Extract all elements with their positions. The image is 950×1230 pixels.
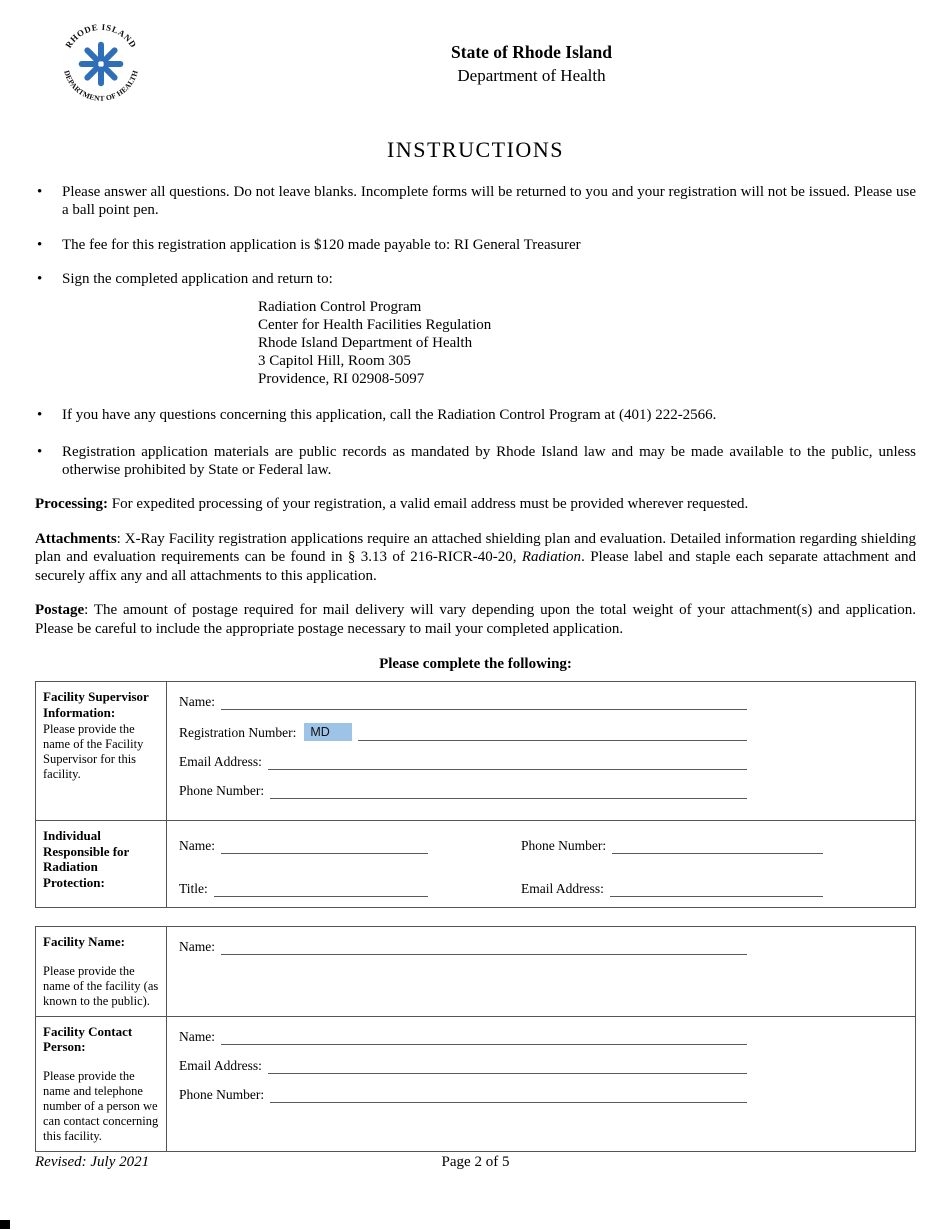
bullet-item: • The fee for this registration application is $120 made payable to: RI General Treasurer	[35, 236, 916, 254]
seal-arc-bottom-text: DEPARTMENT OF HEALTH	[62, 69, 140, 103]
individual-name-field	[179, 838, 428, 854]
facility-name-description: Please provide the name of the facility (as known to the public).	[43, 963, 159, 1008]
supervisor-table	[35, 681, 916, 908]
registration-number-label: Registration Number:	[179, 725, 297, 740]
supervisor-email-field	[179, 754, 747, 770]
processing-paragraph	[35, 495, 916, 514]
ridoh-seal	[35, 14, 147, 117]
radiation-individual-label-cell	[36, 821, 167, 907]
supervisor-description: Please provide the name of the Facility Supervisor for this facility.	[43, 722, 144, 781]
facility-name-fields-cell	[167, 927, 915, 1016]
address-line: Radiation Control Program	[258, 299, 422, 315]
header	[35, 14, 916, 117]
registration-number-input-line[interactable]	[358, 726, 747, 741]
page-title: INSTRUCTIONS	[387, 137, 564, 162]
facility-name-label-cell	[36, 927, 167, 1016]
radiation-individual-label: Individual Responsible for Radiation Protection:	[43, 828, 130, 890]
doh-seal-icon	[55, 16, 147, 112]
contact-email-input-line[interactable]	[268, 1059, 747, 1074]
return-address	[258, 298, 916, 388]
individual-phone-field	[521, 838, 823, 854]
phone-label: Phone Number:	[179, 783, 265, 798]
attachments-italic: Radiation	[521, 549, 582, 565]
supervisor-label: Facility Supervisor Information:	[43, 689, 149, 720]
attachments-text-1: : X-Ray Facility registration applications require an attached shielding plan and evaluation. Detailed information regarding shielding plan and evaluation requirements can be found in § 3.13 of 216-RICR-40-20,	[35, 530, 916, 565]
facility-name-input-line[interactable]	[221, 940, 747, 955]
page-number: Page 2 of 5	[441, 1154, 510, 1170]
address-line: 3 Capitol Hill, Room 305	[258, 353, 411, 369]
page-corner-mark	[0, 1220, 10, 1229]
email-label: Email Address:	[179, 1057, 262, 1073]
individual-title-field	[179, 881, 428, 897]
name-label: Name:	[179, 939, 215, 954]
header-text	[147, 14, 916, 117]
facility-contact-label: Facility Contact Person:	[43, 1023, 133, 1054]
supervisor-label-cell	[36, 682, 167, 820]
supervisor-fields-cell	[167, 682, 915, 820]
postage-paragraph	[35, 601, 916, 638]
facility-name-field	[179, 939, 747, 955]
supervisor-email-input-line[interactable]	[268, 755, 747, 770]
department-subtitle: Department of Health	[457, 66, 606, 85]
postage-text: : The amount of postage required for mail delivery will vary depending upon the total weight of your attachment(s) and application. Please be careful to include the appropriate postage necessary to mail your completed application.	[35, 602, 916, 637]
phone-label: Phone Number:	[521, 838, 607, 853]
processing-label: Processing:	[35, 496, 109, 512]
revised-date: Revised: July 2021	[35, 1154, 150, 1170]
bullet-item: • Please answer all questions. Do not leave blanks. Incomplete forms will be returned to you and your registration will not be issued. Please use a ball point pen.	[35, 183, 916, 219]
doh-logo-icon	[82, 45, 121, 84]
email-label: Email Address:	[521, 881, 604, 896]
attachments-label: Attachments	[35, 530, 117, 547]
complete-following-heading: Please complete the following:	[379, 656, 572, 672]
facility-contact-description: Please provide the name and telephone number of a person we can contact concerning this facility.	[43, 1068, 159, 1143]
contact-phone-input-line[interactable]	[270, 1088, 747, 1103]
contact-email-field	[179, 1058, 747, 1074]
name-label: Name:	[179, 838, 215, 853]
contact-name-field	[179, 1029, 747, 1045]
facility-name-label: Facility Name:	[43, 934, 125, 949]
name-label: Name:	[179, 1028, 215, 1044]
table-row	[36, 1016, 915, 1151]
instruction-list	[35, 183, 916, 479]
supervisor-registration-field	[179, 723, 747, 741]
individual-title-input-line[interactable]	[214, 882, 428, 897]
title-label: Title:	[179, 881, 208, 896]
supervisor-phone-input-line[interactable]	[270, 784, 747, 799]
bullet-item: • If you have any questions concerning this application, call the Radiation Control Program at (401) 222-2566.	[35, 406, 916, 424]
radiation-individual-fields-cell	[167, 821, 915, 907]
contact-name-input-line[interactable]	[221, 1030, 747, 1045]
contact-phone-field	[179, 1087, 747, 1103]
state-title: State of Rhode Island	[451, 42, 612, 62]
individual-name-input-line[interactable]	[221, 839, 428, 854]
footer	[35, 1154, 916, 1171]
email-label: Email Address:	[179, 754, 262, 769]
table-row	[36, 820, 915, 907]
individual-email-field	[521, 881, 823, 897]
processing-text: For expedited processing of your registration, a valid email address must be provided wherever requested.	[108, 496, 749, 512]
table-row	[36, 927, 915, 1016]
table-row	[36, 682, 915, 820]
individual-email-input-line[interactable]	[610, 882, 823, 897]
supervisor-name-field	[179, 694, 747, 710]
postage-label: Postage	[35, 602, 85, 618]
facility-table	[35, 926, 916, 1152]
attachments-paragraph	[35, 530, 916, 586]
bullet-item: • Registration application materials are public records as mandated by Rhode Island law and may be made available to the public, unless otherwise prohibited by State or Federal law.	[35, 443, 916, 479]
phone-label: Phone Number:	[179, 1086, 265, 1102]
attachments-text-2: . Please label and staple each separate attachment and securely affix any and all attachments to this application.	[35, 549, 916, 584]
address-line: Rhode Island Department of Health	[258, 335, 473, 351]
address-line: Providence, RI 02908-5097	[258, 371, 425, 387]
address-line: Center for Health Facilities Regulation	[258, 317, 492, 333]
facility-contact-fields-cell	[167, 1017, 915, 1151]
facility-contact-label-cell	[36, 1017, 167, 1151]
registration-number-value[interactable]: MD	[304, 723, 352, 741]
bullet-item: • Sign the completed application and return to:	[35, 270, 916, 288]
supervisor-name-input-line[interactable]	[221, 695, 747, 710]
individual-phone-input-line[interactable]	[612, 839, 823, 854]
name-label: Name:	[179, 694, 215, 709]
seal-arc-top-text: RHODE ISLAND	[63, 21, 139, 50]
supervisor-phone-field	[179, 783, 747, 799]
